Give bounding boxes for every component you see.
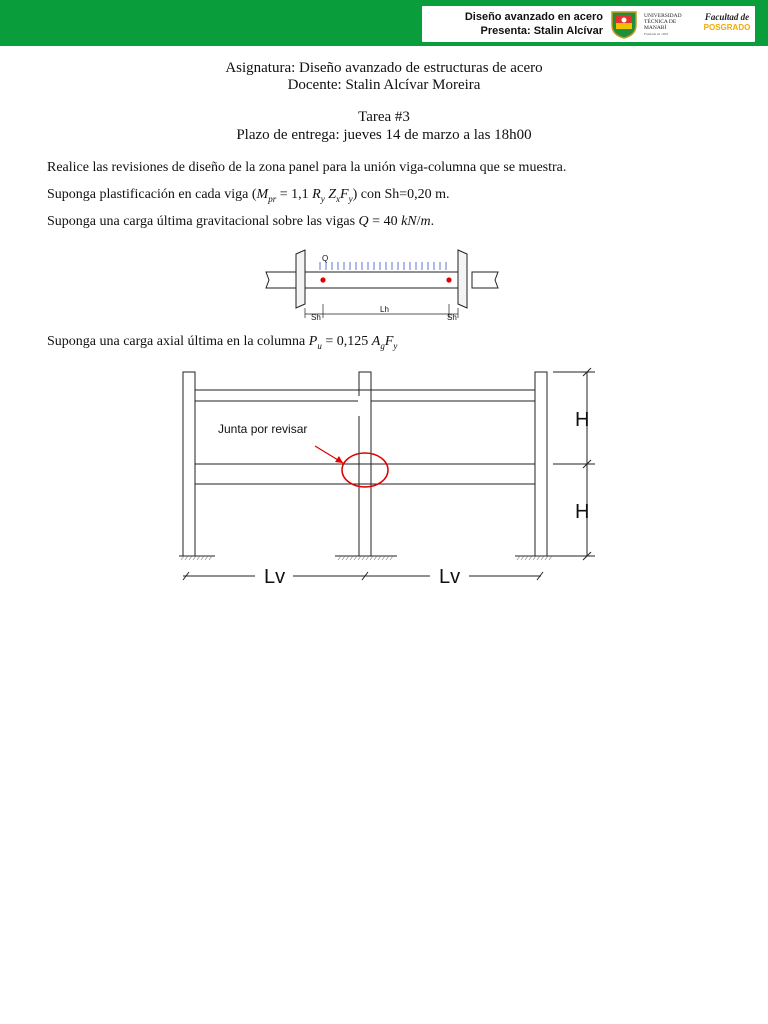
frame-diagram xyxy=(175,366,605,586)
height-label-bottom: H xyxy=(575,501,590,523)
subject-line: Asignatura: Diseño avanzado de estructuras de acero xyxy=(225,60,543,76)
sh-left-label: Sh xyxy=(311,313,321,322)
posgrado-label: POSGRADO xyxy=(703,23,751,32)
plastic-hinge-left xyxy=(320,277,325,282)
load-label: Q xyxy=(322,254,329,263)
beam-diagram xyxy=(262,248,502,324)
column-right xyxy=(535,372,547,556)
header-panel xyxy=(422,6,755,42)
university-line: MANABÍ xyxy=(644,25,667,31)
university-line: TÉCNICA DE xyxy=(644,19,677,25)
height-label-top: H xyxy=(575,409,590,431)
sh-right-label: Sh xyxy=(447,313,457,322)
gravity-load-text: Suponga una carga última gravitacional sobre las vigas xyxy=(47,214,359,229)
joint-highlight xyxy=(342,453,388,487)
plastification-paragraph: Suponga plastificación en cada viga ($M_{pr} = 1,1$ $R_y$ $Z_xF_y$) con Sh=0,20 m. xyxy=(47,187,450,204)
formula-mpr: $M_{pr}$ xyxy=(256,187,277,204)
deadline-line: Plazo de entrega: jueves 14 de marzo a las 18h00 xyxy=(236,127,532,143)
faculty-label: Facultad de xyxy=(704,12,750,22)
bay-label-left: Lv xyxy=(264,566,286,586)
university-line: UNIVERSIDAD xyxy=(644,13,682,19)
formula-pu: $P_u$ xyxy=(308,334,322,351)
instruction-paragraph: Realice las revisiones de diseño de la zona panel para la unión viga-columna que se muestra. xyxy=(47,160,567,175)
plastification-text: Suponga plastificación en cada viga ( xyxy=(47,187,257,202)
joint-label: Junta por revisar xyxy=(218,422,308,436)
right-column-flange xyxy=(458,250,467,308)
task-title: Tarea #3 xyxy=(358,109,410,125)
gravity-load-paragraph: Suponga una carga última gravitacional sobre las vigas Q = 40 kN/m. xyxy=(47,214,435,229)
gravity-load-text-end: . xyxy=(430,214,435,229)
university-name xyxy=(644,13,698,37)
plastic-hinge-right xyxy=(446,277,451,282)
formula-q: Q xyxy=(358,214,369,229)
axial-load-text: Suponga una carga axial última en la columna xyxy=(47,334,309,349)
bay-label-right: Lv xyxy=(439,566,461,586)
lh-label: Lh xyxy=(380,305,389,314)
plastification-text-end: ) con Sh=0,20 m. xyxy=(352,187,450,202)
column-left xyxy=(183,372,195,556)
teacher-line: Docente: Stalin Alcívar Moreira xyxy=(287,77,481,93)
beam xyxy=(305,272,458,288)
posgrado-logo xyxy=(700,12,754,33)
university-founded: Fundada en 1952 xyxy=(644,32,669,36)
presenter-name: Presenta: Stalin Alcívar xyxy=(480,25,603,37)
course-title: Diseño avanzado en acero xyxy=(464,11,603,23)
axial-load-paragraph: Suponga una carga axial última en la columna $P_u = 0,125$ $A_gF_y$ xyxy=(47,334,398,351)
university-seal-icon xyxy=(610,9,638,39)
left-column-flange xyxy=(296,250,305,308)
distributed-load-arrows xyxy=(320,262,446,270)
